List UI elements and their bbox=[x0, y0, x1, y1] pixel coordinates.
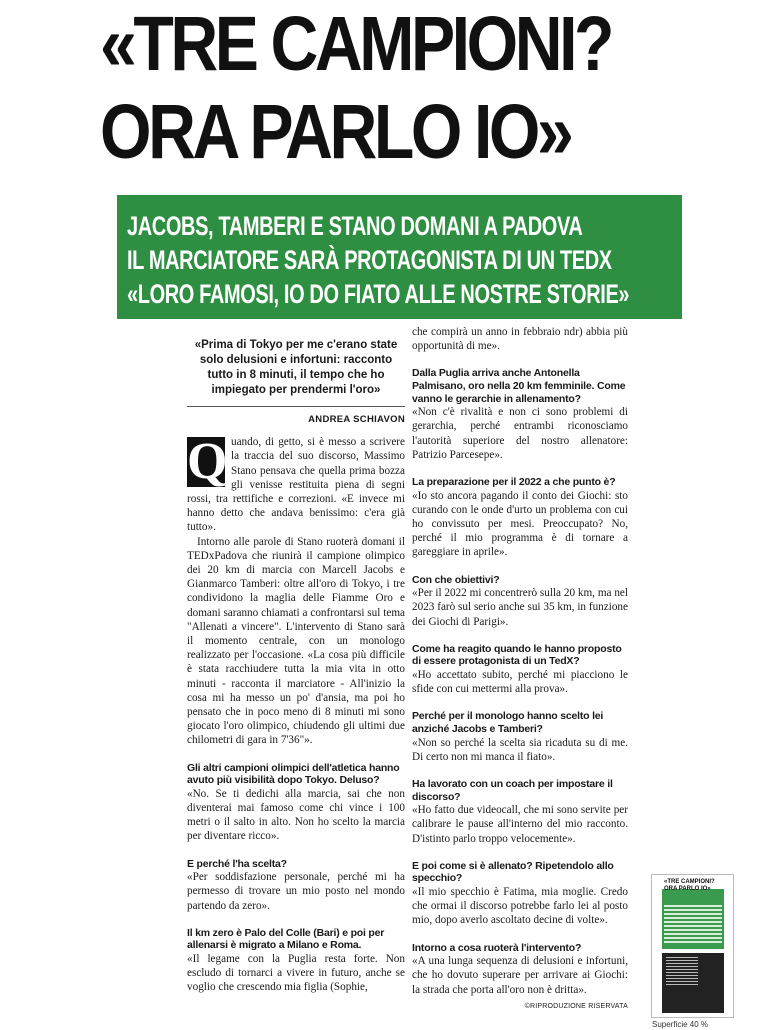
pull-quote: «Prima di Tokyo per me c'erano state solo delusioni e infortuni: racconto tutto in 8 minuti, il tempo che ho impiegato per prendermi l'oro» bbox=[187, 338, 405, 407]
question: Gli altri campioni olimpici dell'atletica hanno avuto più visibilità dopo Tokyo. Deluso? bbox=[187, 761, 400, 787]
question: Come ha reagito quando le hanno proposto di essere protagonista di un TedX? bbox=[412, 642, 622, 668]
headline-line-1: «TRE CAMPIONI? bbox=[100, 1, 612, 87]
answer: «Il legame con la Puglia resta forte. Non escludo di tornarci a vivere in futuro, anche se voglio che crescendo mia figlia (Sophie, bbox=[187, 953, 405, 994]
answer: «Non so perché la scelta sia ricaduta su di me. Di certo non mi manca il fiato». bbox=[412, 736, 628, 763]
drop-cap: Q bbox=[187, 433, 228, 491]
body-paragraph: uando, di getto, si è messo a scrivere la traccia del suo discorso, Massimo Stano pensava che quella prima bozza gli venisse restituita piena di segni rossi, tra rettifiche e correzioni. «E invece mi hanno detto che andava benissimo: c'era già tutto». bbox=[187, 436, 405, 534]
question: Dalla Puglia arriva anche Antonella Palmisano, oro nella 20 km femminile. Come vanno le gerarchie in allenamento? bbox=[412, 367, 626, 405]
answer: «Per il 2022 mi concentrerò sulla 20 km, ma nel 2023 farò sul serio anche sui 35 km, in funzione dei Giochi di Parigi». bbox=[412, 587, 628, 628]
question: E poi come si è allenato? Ripetendolo allo specchio? bbox=[412, 859, 614, 885]
question: Ha lavorato con un coach per impostare il discorso? bbox=[412, 778, 613, 803]
answer: «Ho fatto due videocall, che mi sono servite per calibrare le pause all'interno del mio racconto. D'istinto parlo troppo velocemente». bbox=[412, 804, 628, 845]
answer: «No. Se ti dedichi alla marcia, sai che non diventerai mai famoso come chi vince i 100 metri o il salto in alto. Non ho scelto la marcia per diventare ricco». bbox=[187, 787, 405, 843]
answer: che compirà un anno in febbraio ndr) abbia più opportunità di me». bbox=[412, 326, 628, 353]
banner-line-1: JACOBS, TAMBERI E STANO DOMANI A PADOVA bbox=[127, 211, 583, 241]
answer: «Io sto ancora pagando il conto dei Giochi: sto curando con le onde d'urto un problema con cui ho convissuto per mesi. Preoccupato? No, perché il mio programma è di tornare a gareggiare in aprile». bbox=[412, 489, 628, 559]
question: Il km zero è Palo del Colle (Bari) e poi per allenarsi è migrato a Milano e Roma. bbox=[187, 926, 385, 952]
answer: «Ho accettato subito, perché mi piacciono le sfide con cui mettermi alla prova». bbox=[412, 669, 628, 696]
banner-line-2: IL MARCIATORE SARÀ PROTAGONISTA DI UN TEDX bbox=[127, 245, 612, 275]
thumbnail-text-lines bbox=[664, 905, 722, 945]
question: Con che obiettivi? bbox=[412, 573, 500, 586]
question: Perché per il monologo hanno scelto lei anziché Jacobs e Tamberi? bbox=[412, 710, 604, 735]
answer: «A una lunga sequenza di delusioni e infortuni, che ho dovuto superare per arrivare ai Giochi: la strada che porta all'oro non è dritta». bbox=[412, 955, 628, 996]
column-left bbox=[187, 338, 405, 995]
banner-line-3: «LORO FAMOSI, IO DO FIATO ALLE NOSTRE STORIE» bbox=[127, 279, 630, 309]
author-byline: ANDREA SCHIAVON bbox=[308, 414, 405, 425]
copyright-notice: ©RIPRODUZIONE RISERVATA bbox=[524, 1002, 628, 1010]
thumbnail-photo-text bbox=[666, 957, 698, 987]
thumbnail-caption: Superficie 40 % bbox=[652, 1020, 709, 1029]
thumbnail-title: «TRE CAMPIONI? ORA PARLO IO» bbox=[664, 879, 715, 892]
answer: «Per soddisfazione personale, perché mi ha permesso di trovare un mio posto nel mondo partendo da zero». bbox=[187, 871, 405, 912]
answer: «Non c'è rivalità e non ci sono problemi di gerarchia, perché entrambi riconosciamo l'autorità superiore del nostro allenatore: Patrizio Parcesepe». bbox=[412, 406, 628, 461]
answer: «Il mio specchio è Fatima, mia moglie. Credo che ormai il discorso potrebbe farlo lei al posto mio, dopo averlo ascoltato decine di volte». bbox=[412, 885, 628, 927]
column-right bbox=[412, 325, 628, 1014]
headline bbox=[100, 0, 616, 176]
subheadline-banner bbox=[117, 195, 682, 319]
body-paragraph: Intorno alle parole di Stano ruoterà domani il TEDxPadova che riunirà il campione olimpico dei 20 km di marcia con Marcell Jacobs e Gianmarco Tamberi: oltre all'oro di Tokyo, i tre condividono la maglia delle Fiamme Oro e domani saranno chiamati a confrontarsi sul tema "Allenati a vincere". L'intervento di Stano sarà il momento centrale, con un monologo realizzato per l'occasione. «La cosa più difficile è stata racchiudere tutta la mia vita in otto minuti - racconta il marciatore - All'inizio la cosa mi ha messo un po' d'ansia, ma poi ho pensato che in poco meno di 8 minuti mi sono giocato l'oro olimpico, chiudendo gli ultimi due chilometri di gara in 7'36"». bbox=[187, 535, 405, 747]
headline-line-2: ORA PARLO IO» bbox=[100, 89, 571, 175]
page-thumbnail bbox=[651, 874, 734, 1018]
question: E perché l'ha scelta? bbox=[187, 857, 287, 870]
question: La preparazione per il 2022 a che punto è? bbox=[412, 476, 616, 488]
question: Intorno a cosa ruoterà l'intervento? bbox=[412, 941, 582, 954]
